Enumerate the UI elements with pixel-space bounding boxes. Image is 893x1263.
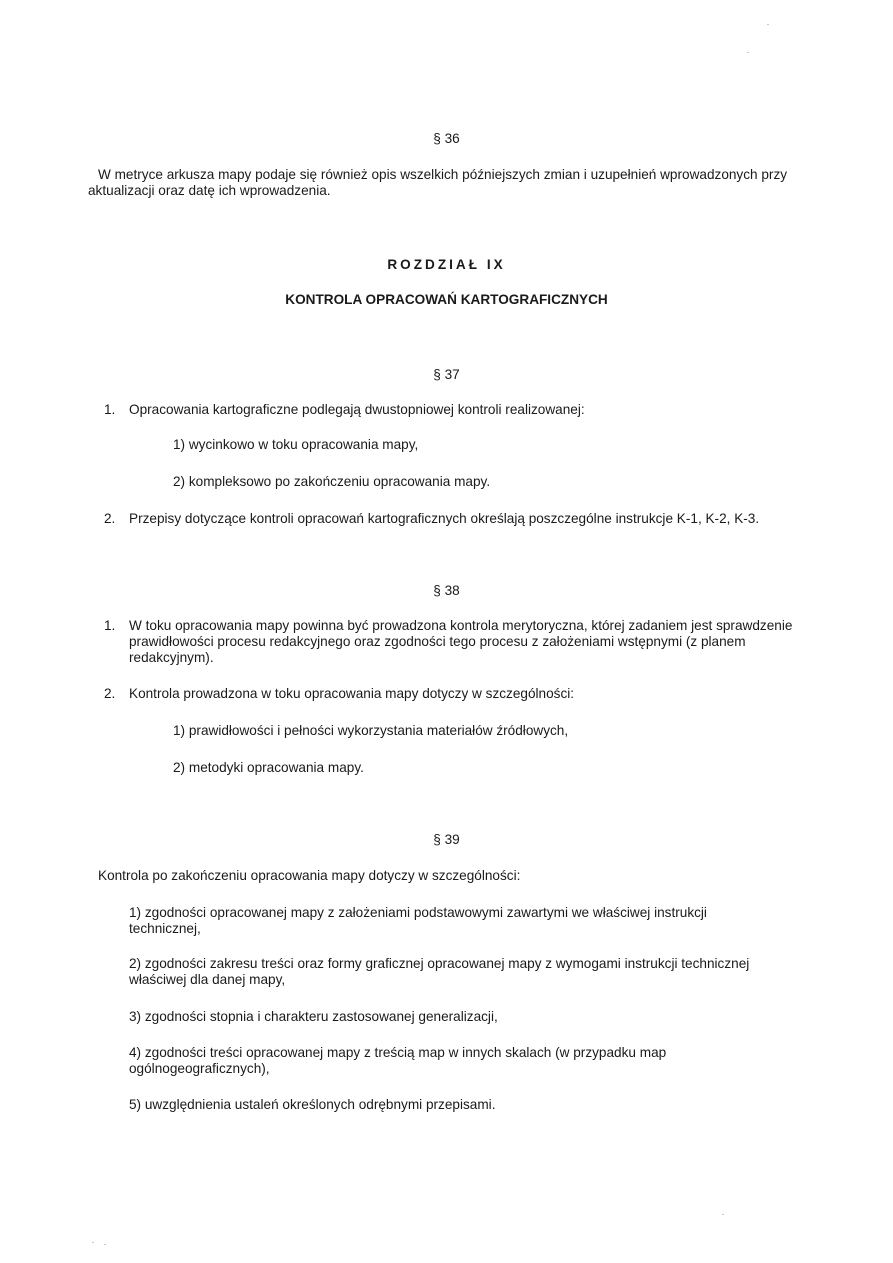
- chapter-label: ROZDZIAŁ IX: [387, 257, 506, 272]
- chapter-title: KONTROLA OPRACOWAŃ KARTOGRAFICZNYCH: [285, 292, 608, 307]
- scan-speck: [767, 24, 769, 25]
- section-38-subitem-2: 2) metodyki opracowania mapy.: [173, 760, 364, 775]
- section-39-subitem-1: 1) zgodności opracowanej mapy z założeniami podstawowymi zawartymi we właściwej instrukcji technicznej,: [129, 905, 707, 936]
- section-39-subitem-4: 4) zgodności treści opracowanej mapy z treścią map w innych skalach (w przypadku map ogólnogeograficznych),: [129, 1045, 667, 1076]
- section-39-heading: § 39: [433, 832, 460, 847]
- section-38-item-2-text: Kontrola prowadzona w toku opracowania mapy dotyczy w szczególności:: [129, 686, 575, 701]
- scan-speck: [92, 1242, 94, 1243]
- scan-speck: [104, 1244, 106, 1245]
- section-36-text: W metryce arkusza mapy podaje się również opis wszelkich późniejszych zmian i uzupełnień wprowadzonych przy aktualizacji oraz datę ich wprowadzenia.: [88, 167, 788, 198]
- section-38-subitem-1: 1) prawidłowości i pełności wykorzystania materiałów źródłowych,: [173, 723, 569, 738]
- section-37-subitem-1: 1) wycinkowo w toku opracowania mapy,: [173, 437, 419, 452]
- section-37-item-1-text: Opracowania kartograficzne podlegają dwustopniowej kontroli realizowanej:: [129, 402, 585, 417]
- section-38-item-1-text: W toku opracowania mapy powinna być prowadzona kontrola merytoryczna, której zadaniem jest sprawdzenie prawidłowości procesu redakcyjnego oraz zgodności tego procesu z założeniami wstępnymi (z planem redakcyjnym).: [129, 618, 793, 665]
- section-37-item-1-number: 1.: [104, 402, 116, 417]
- section-39-intro: Kontrola po zakończeniu opracowania mapy dotyczy w szczególności:: [98, 868, 521, 883]
- section-39-subitem-5: 5) uwzględnienia ustaleń określonych odrębnymi przepisami.: [129, 1097, 496, 1112]
- section-39-subitem-2: 2) zgodności zakresu treści oraz formy graficznej opracowanej mapy z wymogami instrukcji technicznej właściwej dla danej mapy,: [129, 956, 750, 987]
- section-36-heading: § 36: [433, 131, 460, 146]
- section-37-heading: § 37: [433, 367, 460, 382]
- scan-speck: [747, 52, 749, 53]
- section-38-heading: § 38: [433, 583, 460, 598]
- section-37-subitem-2: 2) kompleksowo po zakończeniu opracowania mapy.: [173, 474, 491, 489]
- scan-speck: [722, 1214, 724, 1215]
- section-38-item-1-number: 1.: [104, 618, 116, 633]
- section-38-item-2-number: 2.: [104, 686, 116, 701]
- section-39-subitem-3: 3) zgodności stopnia i charakteru zastosowanej generalizacji,: [129, 1009, 498, 1024]
- section-37-item-2-text: Przepisy dotyczące kontroli opracowań kartograficznych określają poszczególne instrukcje K-1, K-2, K-3.: [129, 511, 760, 526]
- section-37-item-2-number: 2.: [104, 511, 116, 526]
